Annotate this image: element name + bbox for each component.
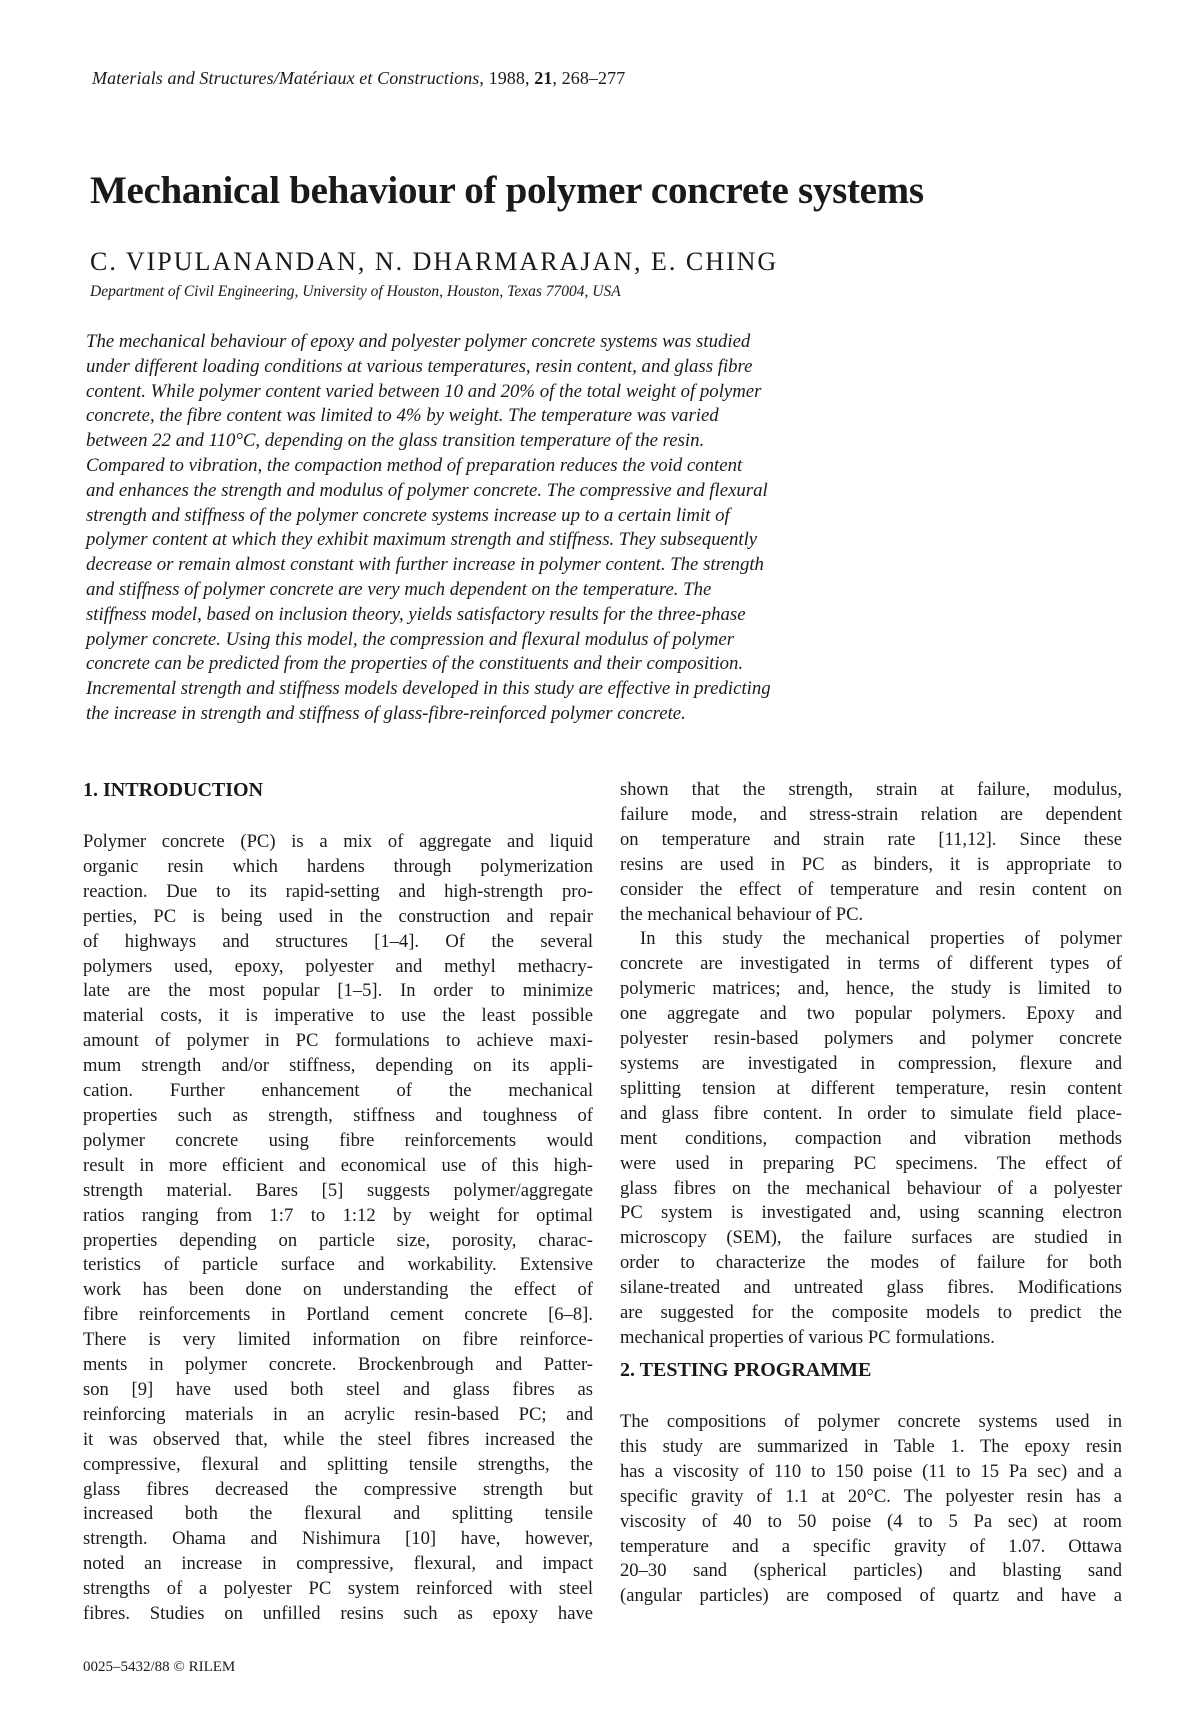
abstract-line: The mechanical behaviour of epoxy and polyester polymer concrete systems was studied	[86, 331, 751, 352]
body-line: temperature and a specific gravity of 1.07. Ottawa	[620, 1535, 1122, 1557]
body-line: fibres. Studies on unfilled resins such as epoxy have	[83, 1603, 593, 1625]
body-line: failure mode, and stress-strain relation are dependent	[620, 803, 1122, 825]
abstract-line: concrete, the fibre content was limited to 4% by weight. The temperature was varied	[86, 405, 719, 427]
copyright-footer: 0025–5432/88 © RILEM	[83, 1659, 236, 1675]
body-line: noted an increase in compressive, flexural, and impact	[83, 1553, 593, 1575]
body-line: Polymer concrete (PC) is a mix of aggregate and liquid	[83, 831, 593, 852]
body-line: work has been done on understanding the effect of	[83, 1279, 593, 1301]
abstract-line: Compared to vibration, the compaction method of preparation reduces the void content	[86, 454, 743, 476]
affiliation: Department of Civil Engineering, University of Houston, Houston, Texas 77004, USA	[90, 283, 621, 300]
body-line: perties, PC is being used in the construction and repair	[83, 905, 593, 927]
body-line: strengths of a polyester PC system reinforced with steel	[83, 1578, 593, 1600]
body-line: properties such as strength, stiffness and toughness of	[83, 1104, 593, 1126]
abstract-line: content. While polymer content varied between 10 and 20% of the total weight of polymer	[86, 380, 762, 402]
body-line: order to characterize the modes of failure for both	[620, 1252, 1122, 1274]
body-line: strength material. Bares [5] suggests polymer/aggregate	[83, 1179, 593, 1201]
body-line: teristics of particle surface and workability. Extensive	[83, 1254, 593, 1276]
body-line: polymers used, epoxy, polyester and methyl methacry-	[83, 955, 593, 977]
body-line: reinforcing materials in an acrylic resin-based PC; and	[83, 1403, 593, 1425]
body-line: organic resin which hardens through polymerization	[83, 855, 593, 877]
body-line: systems are investigated in compression, flexure and	[620, 1052, 1122, 1074]
body-line: specific gravity of 1.1 at 20°C. The polyester resin has a	[620, 1485, 1122, 1507]
body-line: on temperature and strain rate [11,12]. Since these	[620, 828, 1122, 850]
abstract-line: and stiffness of polymer concrete are very much dependent on the temperature. The	[86, 578, 712, 600]
body-line: late are the most popular [1–5]. In order to minimize	[83, 980, 593, 1002]
body-line: silane-treated and untreated glass fibres. Modifications	[620, 1277, 1122, 1299]
journal-pages: , 268–277	[552, 68, 626, 88]
body-line: has a viscosity of 110 to 150 poise (11 to 15 Pa sec) and a	[620, 1460, 1122, 1482]
body-line: PC system is investigated and, using scanning electron	[620, 1202, 1122, 1224]
abstract-line: stiffness model, based on inclusion theory, yields satisfactory results for the three-phase	[86, 603, 746, 625]
journal-year: , 1988,	[479, 68, 535, 88]
body-line: the mechanical behaviour of PC.	[620, 903, 864, 925]
body-line: increased both the flexural and splitting tensile	[83, 1503, 593, 1525]
body-line: glass fibres on the mechanical behaviour of a polyester	[620, 1177, 1122, 1199]
body-line: properties depending on particle size, porosity, charac-	[83, 1229, 593, 1251]
body-line: fibre reinforcements in Portland cement concrete [6–8].	[83, 1304, 593, 1326]
section-heading-introduction: 1. INTRODUCTION	[83, 779, 264, 801]
body-line: ratios ranging from 1:7 to 1:12 by weight for optimal	[83, 1204, 593, 1226]
body-line: strength. Ohama and Nishimura [10] have, however,	[83, 1528, 593, 1550]
abstract-line: the increase in strength and stiffness of glass-fibre-reinforced polymer concrete.	[86, 702, 686, 724]
body-line: amount of polymer in PC formulations to achieve maxi-	[83, 1030, 593, 1052]
body-line: ments in polymer concrete. Brockenbrough and Patter-	[83, 1354, 593, 1376]
body-line: polyester resin-based polymers and polymer concrete	[620, 1028, 1122, 1050]
body-line: son [9] have used both steel and glass fibres as	[83, 1378, 593, 1400]
body-line: glass fibres decreased the compressive strength but	[83, 1478, 593, 1500]
abstract-line: Incremental strength and stiffness models developed in this study are effective in predicting	[86, 678, 771, 700]
body-line: cation. Further enhancement of the mechanical	[83, 1080, 593, 1102]
author-list: C. VIPULANANDAN, N. DHARMARAJAN, E. CHING	[90, 247, 779, 276]
body-line: consider the effect of temperature and resin content on	[620, 878, 1122, 900]
paper-title: Mechanical behaviour of polymer concrete systems	[90, 169, 924, 212]
journal-volume: 21	[534, 68, 553, 88]
body-line: In this study the mechanical properties of polymer	[640, 928, 1122, 950]
body-line: resins are used in PC as binders, it is appropriate to	[620, 853, 1122, 875]
body-line: reaction. Due to its rapid-setting and high-strength pro-	[83, 880, 593, 902]
body-line: ment conditions, compaction and vibration methods	[620, 1127, 1122, 1149]
body-line: compressive, flexural and splitting tensile strengths, the	[83, 1453, 593, 1475]
body-line: polymer concrete using fibre reinforcements would	[83, 1129, 593, 1151]
abstract-line: and enhances the strength and modulus of polymer concrete. The compressive and flexural	[86, 479, 768, 501]
abstract-line: polymer concrete. Using this model, the compression and flexural modulus of polymer	[86, 628, 735, 650]
body-line: material costs, it is imperative to use the least possible	[83, 1005, 593, 1027]
abstract-line: concrete can be predicted from the properties of the constituents and their composition.	[86, 653, 744, 675]
body-line: polymeric matrices; and, hence, the study is limited to	[620, 978, 1122, 1000]
abstract-line: between 22 and 110°C, depending on the glass transition temperature of the resin.	[86, 430, 705, 452]
body-line: The compositions of polymer concrete systems used in	[620, 1411, 1122, 1432]
introduction-text-continued	[620, 778, 1122, 1351]
body-line: result in more efficient and economical use of this high-	[83, 1154, 593, 1176]
body-line: one aggregate and two popular polymers. Epoxy and	[620, 1003, 1122, 1025]
body-line: (angular particles) are composed of quartz and have a	[620, 1585, 1122, 1607]
abstract-line: under different loading conditions at various temperatures, resin content, and glass fibre	[86, 355, 753, 377]
body-line: were used in preparing PC specimens. The effect of	[620, 1152, 1122, 1174]
body-line: splitting tension at different temperature, resin content	[620, 1077, 1122, 1099]
abstract-line: strength and stiffness of the polymer concrete systems increase up to a certain limit of	[86, 504, 730, 526]
body-line: mechanical properties of various PC formulations.	[620, 1326, 995, 1348]
abstract-line: decrease or remain almost constant with further increase in polymer content. The strength	[86, 554, 764, 576]
journal-name: Materials and Structures/Matériaux et Constructions	[92, 68, 480, 88]
body-line: and glass fibre content. In order to simulate field place-	[620, 1102, 1122, 1124]
body-line: are suggested for the composite models to predict the	[620, 1302, 1122, 1324]
body-line: There is very limited information on fibre reinforce-	[83, 1329, 593, 1351]
section-heading-testing-programme: 2. TESTING PROGRAMME	[620, 1359, 872, 1381]
body-line: it was observed that, while the steel fibres increased the	[83, 1428, 593, 1450]
body-line: mum strength and/or stiffness, depending on its appli-	[83, 1055, 593, 1077]
abstract	[86, 330, 904, 727]
abstract-line: polymer content at which they exhibit maximum strength and stiffness. They subsequently	[86, 529, 758, 551]
journal-citation	[92, 68, 625, 89]
body-line: 20–30 sand (spherical particles) and blasting sand	[620, 1560, 1122, 1582]
body-line: concrete are investigated in terms of different types of	[620, 953, 1122, 975]
body-line: shown that the strength, strain at failure, modulus,	[620, 779, 1122, 800]
body-line: viscosity of 40 to 50 poise (4 to 5 Pa sec) at room	[620, 1510, 1122, 1532]
testing-programme-text	[620, 1410, 1122, 1609]
introduction-text	[83, 830, 593, 1627]
body-line: of highways and structures [1–4]. Of the several	[83, 930, 593, 952]
body-line: microscopy (SEM), the failure surfaces are studied in	[620, 1227, 1122, 1249]
body-line: this study are summarized in Table 1. The epoxy resin	[620, 1435, 1122, 1457]
